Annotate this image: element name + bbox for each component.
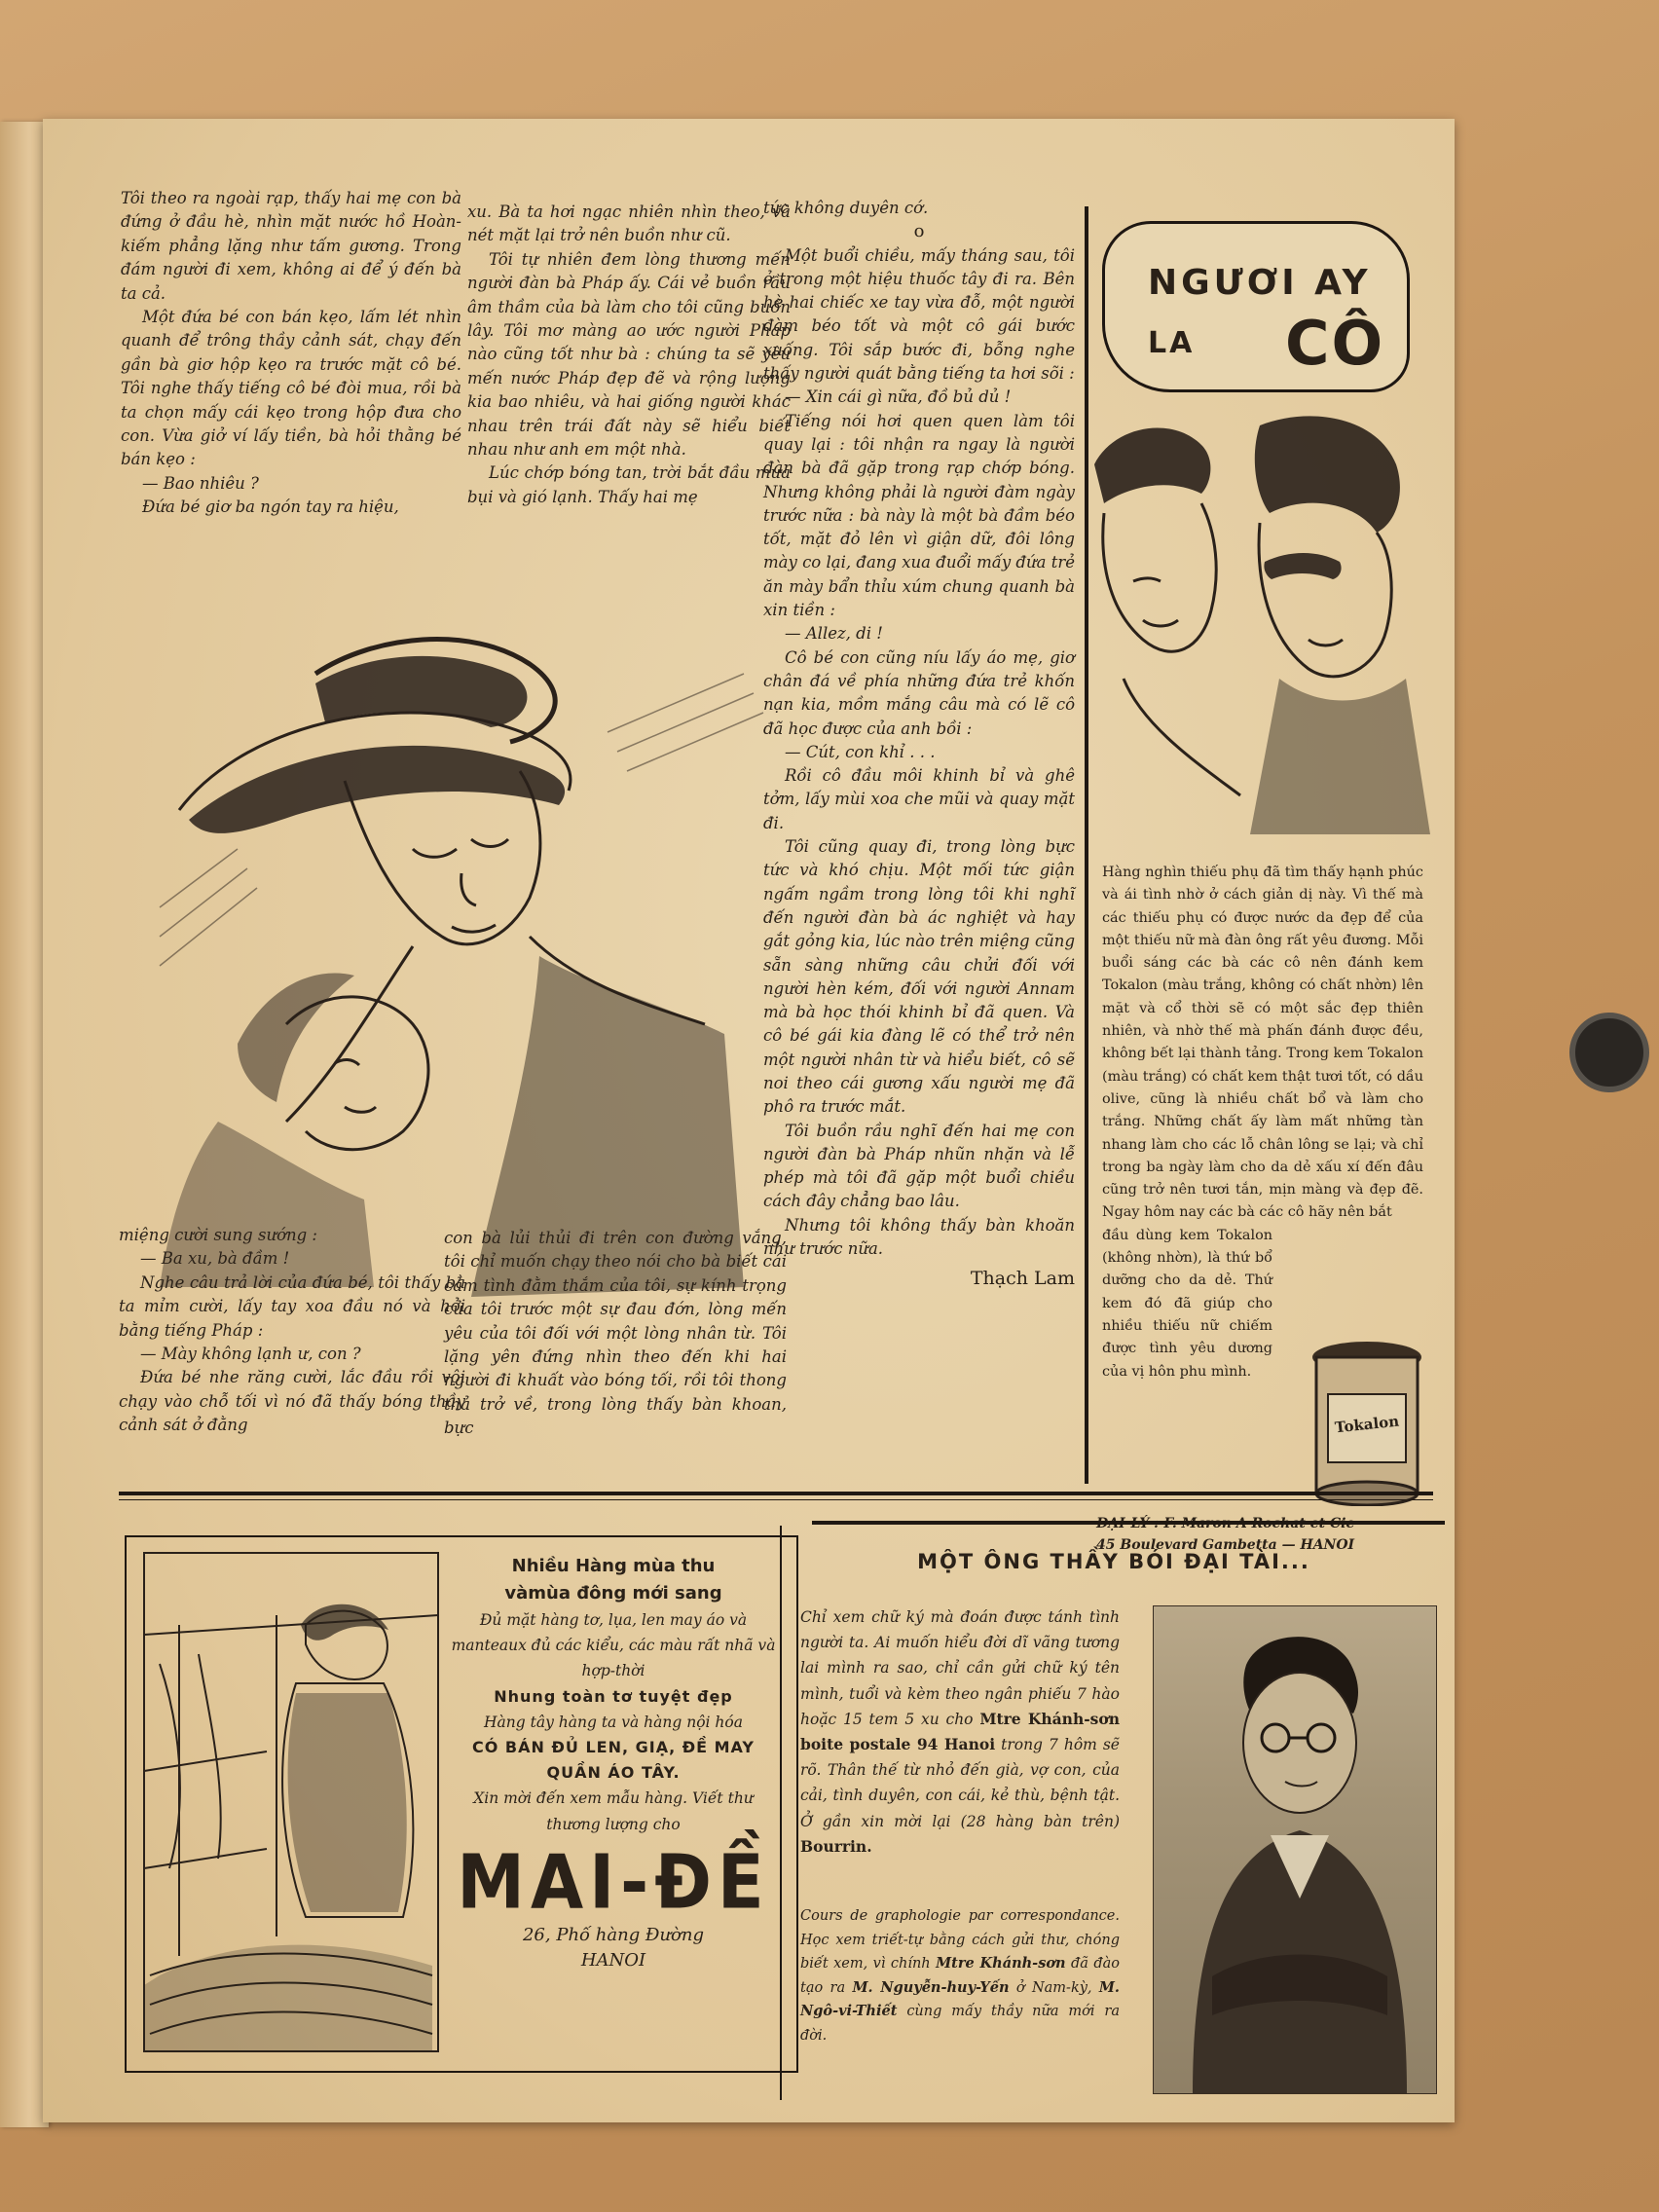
binder-hole [1569, 1013, 1649, 1092]
article-dialogue: — Allez, di ! [785, 624, 883, 644]
article-column-3 [763, 197, 1075, 1291]
fortune-body-d: Bourrin. [800, 1836, 872, 1856]
article-paragraph: Tôi buồn rầu nghĩ đến hai mẹ con người đàn bà Pháp nhũn nhặn và lễ phép mà tôi đã gặp một buổi chiều cách đây chẳng bao lâu. [763, 1121, 1075, 1211]
agent-line-2: 45 Boulevard Gambetta — HANOI [1096, 1537, 1355, 1553]
note-g: cùng mấy thầy nữa mới ra đời. [800, 2004, 1120, 2044]
fortune-teller-portrait [1153, 1605, 1437, 2094]
mai-de-desc-2: Hàng tây hàng ta và hàng nội hóa [484, 1713, 743, 1731]
note-e: ở Nam-kỳ, [1015, 1979, 1092, 1996]
fortune-teller-title: MỘT ÔNG THẦY BÓI ĐẠI TÀI... [917, 1550, 1310, 1573]
tokalon-advertisement [1085, 211, 1430, 1553]
article-paragraph: tức không duyên cớ. [763, 199, 929, 217]
article-paragraph: Rồi cô đầu môi khinh bỉ và ghê tởm, lấy mùi xoa che mũi và quay mặt đi. [763, 766, 1075, 832]
mai-de-desc-1: Đủ mặt hàng tơ, lụa, len may áo và manteaux đủ các kiểu, các màu rất nhã và hợp-thời [451, 1611, 776, 1680]
tokalon-body [1102, 862, 1423, 1383]
article-paragraph: Tôi tự nhiên đem lòng thương mến người đàn bà Pháp ấy. Cái vẻ buồn rầu âm thầm của bà làm cho tôi cũng buồn lây. Tôi mơ màng ao ước người Pháp nào cũng tốt như bà : chúng ta sẽ yêu mến nước Pháp đẹp đẽ và rộng lượng kia bao nhiêu, và hai giống người khác nhau trên trái đất này sẽ hiểu biết nhau như anh em một nhà. [467, 249, 791, 460]
graphology-note [800, 1904, 1120, 2048]
article-paragraph: Cô bé con cũng níu lấy áo mẹ, giơ chân đá về phía những đứa trẻ khốn nạn kia, mồm mắng câu mà có lẽ cô đã học được của anh bồi : [763, 647, 1075, 738]
mai-de-heading-2: vàmùa đông mới sang [504, 1583, 722, 1604]
article-paragraph: Tôi theo ra ngoài rạp, thấy hai mẹ con bà đứng ở đầu hè, nhìn mặt nước hồ Hoàn-kiếm phẳng lặng như tấm gương. Trong đám người đi xem, không ai để ý đến bà ta cả. [121, 189, 461, 303]
article-paragraph: con bà lủi thủi đi trên con đường vắng, tôi chỉ muốn chạy theo nói cho bà biết cái cảm tình đằm thắm của tôi, sự kính trọng của tôi trước một sự đau đớn, lòng mến yêu của tôi đối với một lòng nhân từ. Tôi lặng yên đứng nhìn theo đến khi hai người đi khuất vào bóng tối, rồi tôi thong thả trở về, trong lòng thấy bàn khoan, bực [444, 1229, 787, 1438]
article-column-2 [467, 201, 791, 509]
article-dialogue: — Bao nhiêu ? [142, 473, 259, 493]
article-paragraph: Đứa bé giơ ba ngón tay ra hiệu, [142, 498, 399, 517]
article-dialogue: — Xin cái gì nữa, đồ bủ dủ ! [785, 387, 1012, 407]
article-column-2-continued [444, 1227, 787, 1441]
bottom-ads-divider [780, 1526, 782, 2100]
article-column-1 [121, 187, 461, 520]
article-dialogue: — Cút, con khỉ . . . [785, 742, 936, 761]
article-paragraph: Nhưng tôi không thấy bàn khoăn như trước nữa. [763, 1215, 1075, 1259]
tokalon-body-wide: Hàng nghìn thiếu phụ đã tìm thấy hạnh phúc và ái tình nhờ ở cách giản dị này. Vì thế mà các thiếu phụ có được nước da đẹp để của một thiếu nữ mà đàn ông rất yêu đương. Mỗi buổi sáng các bà các cô nên đánh kem Tokalon (màu trắng, không có chất nhờn) lên mặt và cổ thời sẽ có một sắc đẹp thiên nhiên, và nhờ thế mà phấn đánh được đều, không bết lại thành tảng. Trong kem Tokalon (màu trắng) có chất kem thật tươi tốt, có dầu olive, cũng là nhiều chất bổ và làm cho trắng. Những chất ấy làm mất những tàn nhang làm cho các lỗ chân lông se lại; và chỉ trong ba ngày làm cho da dẻ xấu xí đến đâu cũng trở nên tươi tắn, mịn màng và đẹp đẽ. Ngay hôm nay các bà các cô hãy nên bắt [1102, 865, 1423, 1221]
couple-illustration [1085, 387, 1430, 854]
fortune-teller-body [800, 1604, 1120, 1860]
speech-bubble [1102, 221, 1410, 392]
note-b: Mtre Khánh-sơn [936, 1955, 1066, 1972]
note-c: đã đào tạo ra [800, 1956, 1121, 1996]
mai-de-advertisement [125, 1535, 798, 2073]
article-paragraph: Tiếng nói hơi quen quen làm tôi quay lại : tôi nhận ra ngay là người đàn bà đã gặp trong rạp chớp bóng. Nhưng không phải là người đàm ngày trước nữa : bà này là một bà đầm béo tốt, mặt đỏ lên vì giận dữ, đôi lông mày co lại, đang xua đuổi mấy đứa trẻ ăn mày bẩn thỉu xúm chung quanh bà xin tiền : [763, 411, 1075, 620]
tokalon-jar [1309, 1336, 1425, 1506]
mai-de-address-1: 26, Phố hàng Đường [522, 1924, 705, 1945]
section-divider-thin [119, 1499, 1433, 1500]
section-divider-top [119, 1492, 1433, 1495]
mai-de-brand: MAI-ĐỀ [457, 1837, 770, 1926]
jar-label: Tokalon [1334, 1412, 1400, 1437]
tailor-illustration [140, 1547, 442, 2058]
mai-de-address-2: HANOI [580, 1949, 646, 1971]
mai-de-velvet: Nhung toàn tơ tuyệt đẹp [494, 1686, 733, 1706]
article-dialogue: — Mày không lạnh ư, con ? [140, 1345, 361, 1364]
mother-child-illustration [121, 615, 793, 1316]
article-paragraph: Đứa bé nhe răng cười, lắc đầu rồi vội chạy vào chỗ tối vì nó đã thấy bóng thầy cảnh sát ở đằng [119, 1368, 465, 1435]
article-paragraph: miệng cười sung sướng : [119, 1226, 317, 1244]
bubble-headline-emphasis: CÔ [1285, 308, 1385, 379]
mai-de-wool: CÓ BÁN ĐỦ LEN, GIẠ, ĐỀ MAY QUẦN ÁO TÂY. [472, 1738, 755, 1783]
bubble-headline-1: NGƯƠI AY [1148, 263, 1372, 303]
portrait-drawing [1154, 1606, 1436, 2093]
article-paragraph: Một buổi chiều, mấy tháng sau, tôi ở trong một hiệu thuốc tây đi ra. Bên hè hai chiếc xe tay vừa đỗ, một người đàm béo tốt và một cô gái bước xuống. Tôi sắp bước đi, bỗng nghe thấy người quát bằng tiếng ta hơi sõi : [763, 245, 1075, 384]
article-paragraph: xu. Bà ta hơi ngạc nhiên nhìn theo, và nét mặt lại trở nên buồn như cũ. [467, 203, 791, 245]
article-paragraph: Lúc chớp bóng tan, trời bắt đầu mưa bụi và gió lạnh. Thấy hai mẹ [467, 463, 791, 506]
tokalon-body-narrow: đầu dùng kem Tokalon (không nhờn), là thứ bổ dưỡng cho da dẻ. Thứ kem đó đã giúp cho nhiều thiếu nữ chiếm được tình yêu dương của vị hôn phu mình. [1102, 1227, 1272, 1380]
mai-de-heading-1: Nhiều Hàng mùa thu [511, 1556, 716, 1576]
newspaper-page [43, 119, 1455, 2122]
note-a: Cours de graphologie par correspondance. Học xem triết-tự bằng cách gửi thư, chóng biết xem, vì chính [800, 1908, 1120, 1972]
left-page-edge [0, 122, 49, 2127]
mai-de-text [448, 1553, 779, 1973]
bubble-headline-2: LA [1148, 326, 1196, 360]
article-dialogue: — Ba xu, bà đầm ! [140, 1249, 290, 1269]
section-separator: o [913, 221, 925, 242]
mai-de-invite: Xin mời đến xem mẫu hàng. Viết thư thương lượng cho [473, 1789, 754, 1833]
fortune-body-b: Mtre Khánh-sơn boite postale 94 Hanoi [800, 1709, 1120, 1754]
article-paragraph: Nghe câu trả lời của đứa bé, tôi thấy bà ta mỉm cười, lấy tay xoa đầu nó và hỏi bằng tiếng Pháp : [119, 1272, 465, 1340]
fortune-teller-advertisement [783, 1523, 1447, 2105]
fortune-body-a: Chỉ xem chữ ký mà đoán được tánh tình người ta. Ai muốn hiểu đời dĩ vãng tương lai mình ra sao, chỉ cần gửi chữ ký tên mình, tuổi và kèm theo ngân phiếu 7 hào hoặc 15 tem 5 xu cho [800, 1608, 1120, 1728]
article-column-1-continued [119, 1224, 465, 1438]
article-paragraph: Tôi cũng quay đi, trong lòng bực tức và khó chịu. Một mối tức giận ngấm ngầm trong lòng tôi khi nghĩ đến người đàn bà ác nghiệt và hay gắt gỏng kia, lúc nào trên miệng cũng sẵn sàng những câu chửi đối với người hèn kém, đối với người Annam mà bà học thói khinh bỉ đã quen. Và cô bé gái kia đàng lẽ có thể trở nên một người nhân từ và hiểu biết, cô sẽ noi theo cái gương xấu người mẹ đã phô ra trước mắt. [763, 837, 1075, 1117]
note-f: M. Ngô-vi-Thiết [800, 1978, 1120, 2020]
fortune-body-c: trong 7 hôm sẽ rõ. Thân thế từ nhỏ đến già, vợ con, của cải, tình duyên, con cái, kẻ thù, bệnh tật. Ở gần xin mời lại (28 hàng bàn trên) [800, 1736, 1120, 1830]
note-d: M. Nguyễn-huy-Yến [852, 1978, 1010, 1996]
author-signature: Thạch Lam [970, 1268, 1075, 1290]
article-paragraph: Một đứa bé con bán kẹo, lấm lét nhìn quanh để trông thầy cảnh sát, chạy đến gần bà giơ hộp kẹo ra trước mặt cô bé. Tôi nghe thấy tiếng cô bé đòi mua, rồi bà ta chọn mấy cái kẹo trong hộp đưa cho con. Vừa giở ví lấy tiền, bà hỏi thằng bé bán kẹo : [121, 308, 461, 469]
